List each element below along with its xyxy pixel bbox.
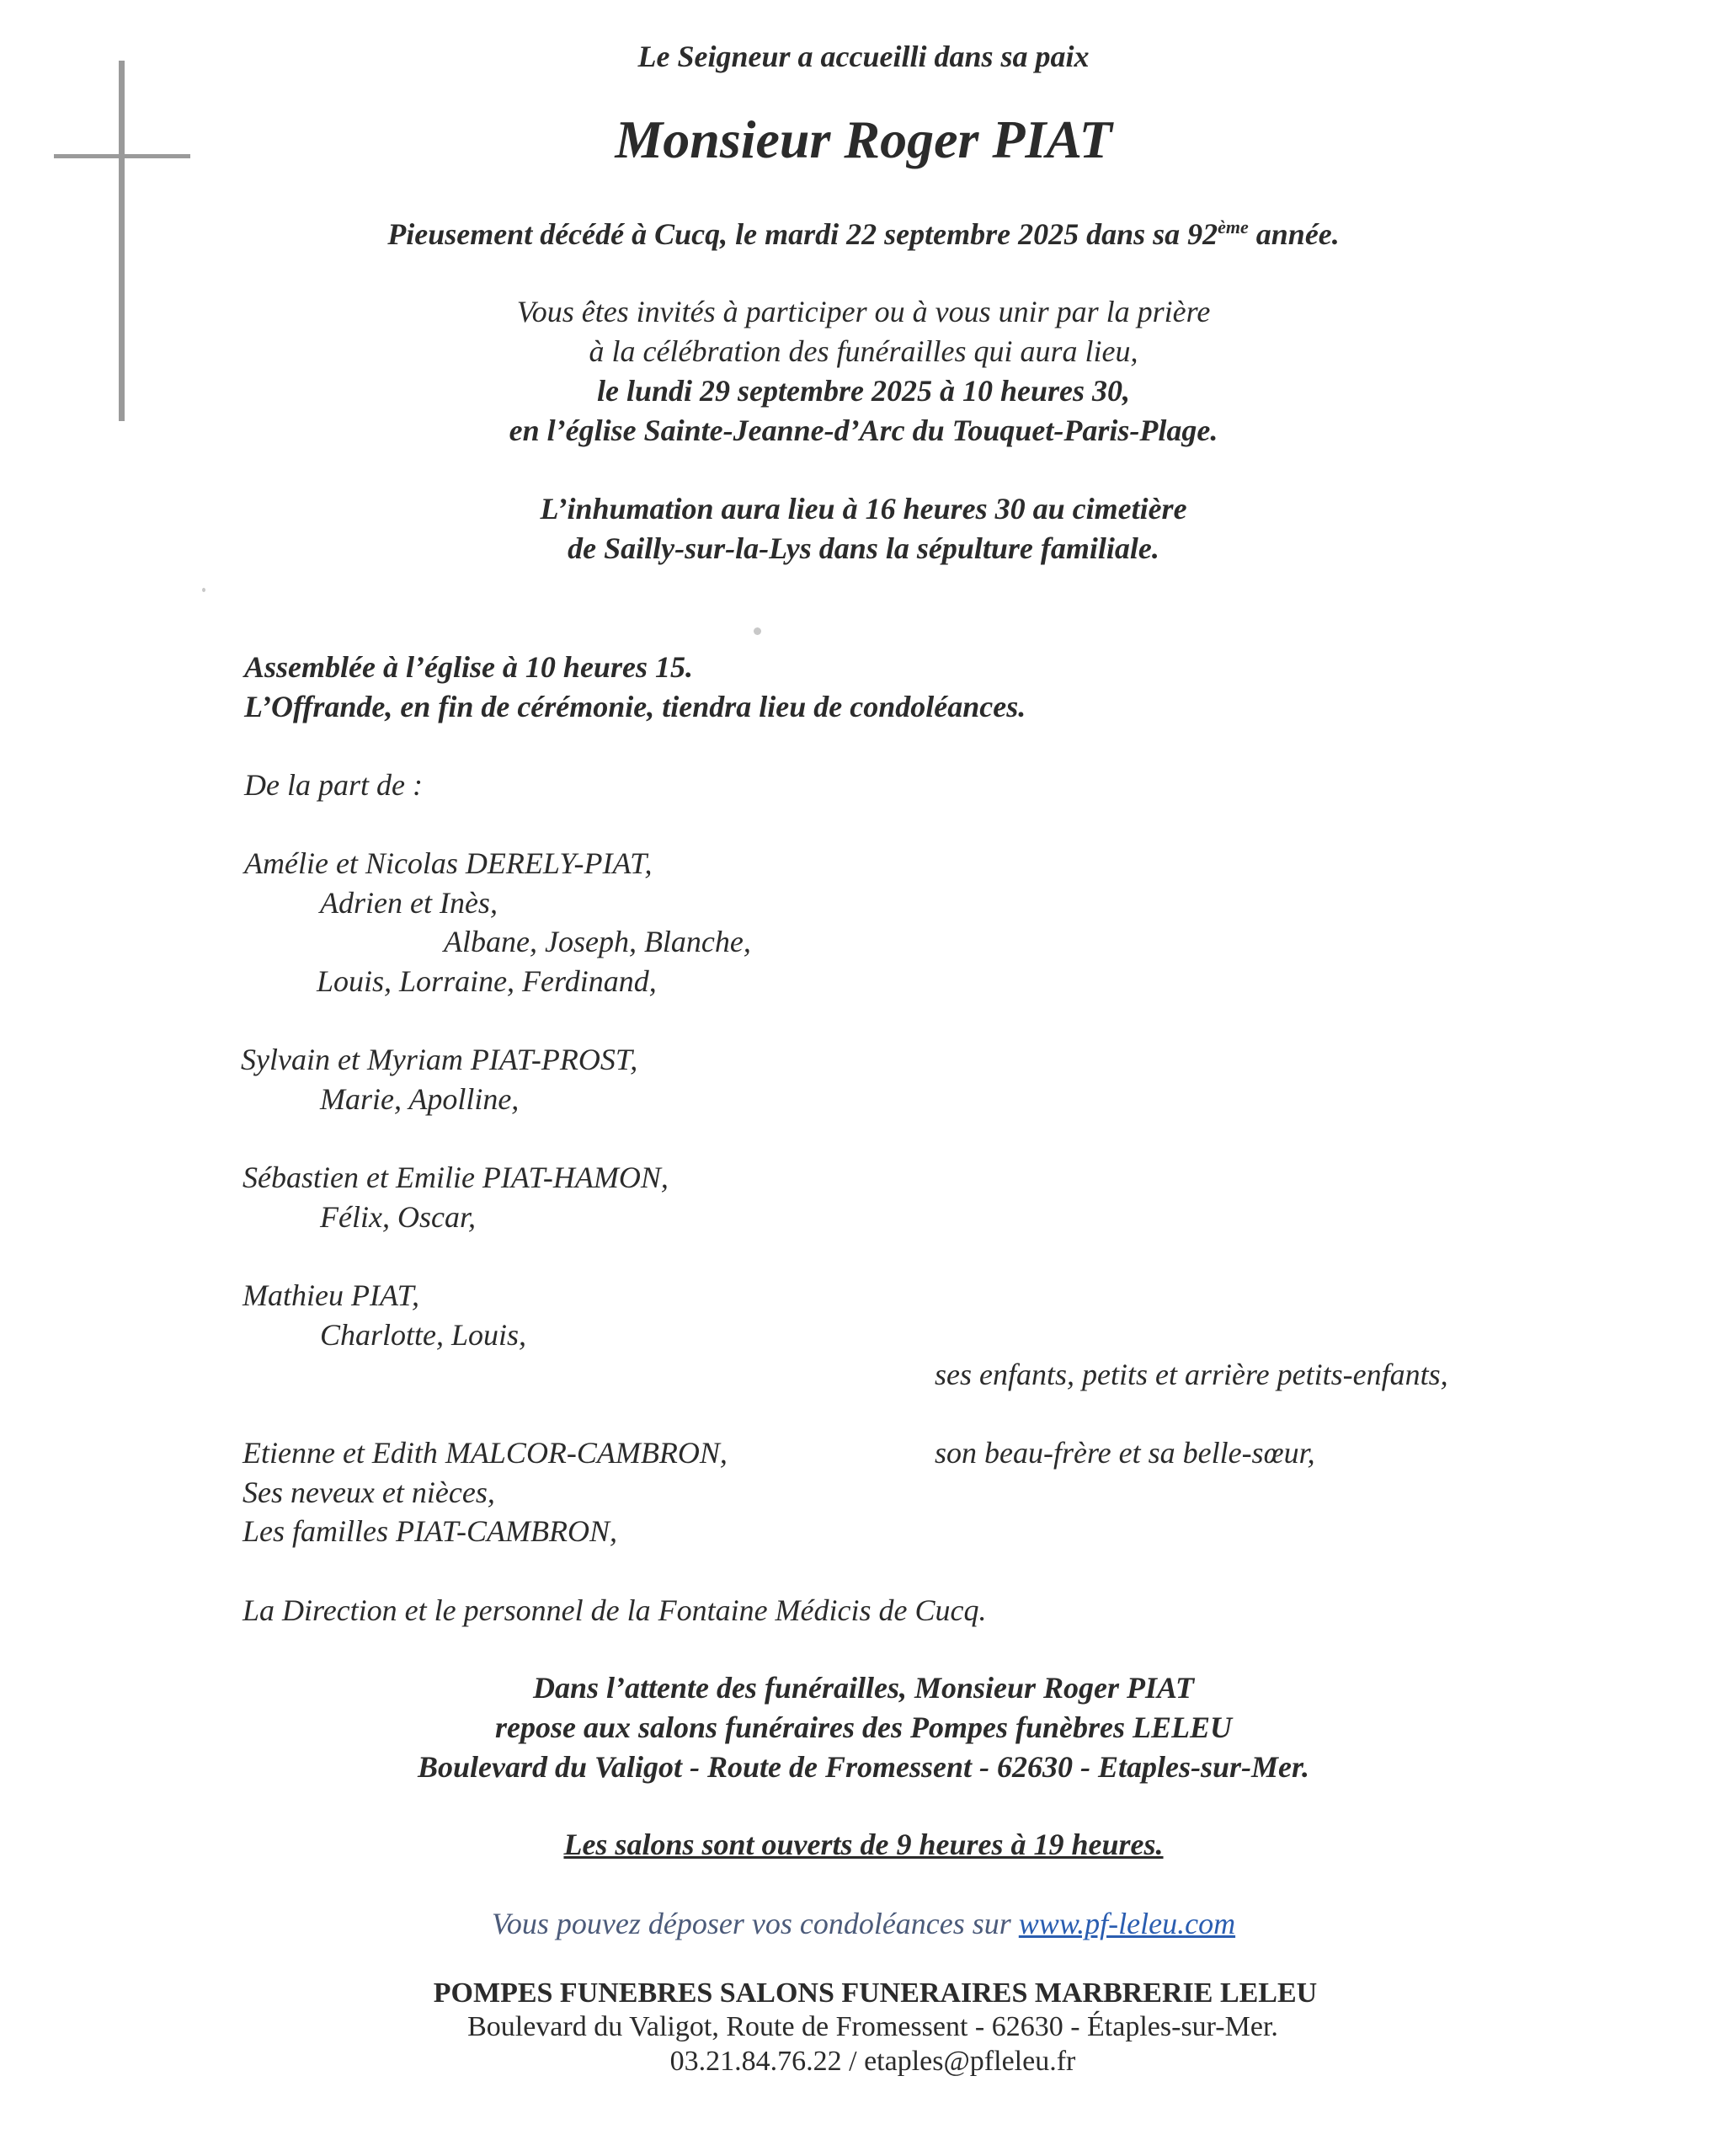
deces-line — [0, 216, 1727, 253]
family-line: Marie, Apolline, — [320, 1082, 520, 1116]
repose-line-1: Dans l’attente des funérailles, Monsieur Roger PIAT — [532, 1671, 1195, 1705]
deces-superscript: ème — [1218, 216, 1249, 237]
footer-address: Boulevard du Valigot, Route de Fromessent - 62630 - Étaples-sur-Mer. — [467, 2011, 1278, 2042]
deces-text-end: année. — [1248, 217, 1340, 251]
offrande-line: L’Offrande, en fin de cérémonie, tiendra lieu de condoléances. — [244, 690, 1026, 723]
family-line: Louis, Lorraine, Ferdinand, — [317, 964, 657, 998]
family-line: Sébastien et Emilie PIAT-HAMON, — [243, 1161, 669, 1194]
family-line: Les familles PIAT-CAMBRON, — [243, 1514, 617, 1548]
condoleances-line — [0, 1905, 1727, 1942]
invitation-line-1: Vous êtes invités à participer ou à vous unir par la prière — [516, 295, 1211, 328]
relation-inlaws: son beau-frère et sa belle-sœur, — [935, 1436, 1315, 1470]
assemblee-line: Assemblée à l’église à 10 heures 15. — [244, 650, 693, 684]
condoleances-text: Vous pouvez déposer vos condoléances sur — [491, 1907, 1019, 1940]
direction-line: La Direction et le personnel de la Fontaine Médicis de Cucq. — [243, 1593, 987, 1627]
family-line: Ses neveux et nièces, — [243, 1476, 495, 1509]
footer-contact: 03.21.84.76.22 / etaples@pfleleu.fr — [669, 2046, 1076, 2077]
family-line: Albane, Joseph, Blanche, — [444, 925, 751, 958]
invitation-date: le lundi 29 septembre 2025 à 10 heures 30, — [596, 374, 1130, 408]
relation-children: ses enfants, petits et arrière petits-enfants, — [935, 1358, 1448, 1391]
invitation-line-2: à la célébration des funérailles qui aura lieu, — [589, 334, 1138, 368]
scan-speck — [202, 588, 205, 592]
deceased-name: Monsieur Roger PIAT — [615, 109, 1112, 169]
intro-line: Le Seigneur a accueilli dans sa paix — [637, 40, 1090, 73]
family-line: Sylvain et Myriam PIAT-PROST, — [241, 1043, 638, 1076]
repose-line-2: repose aux salons funéraires des Pompes funèbres LELEU — [494, 1710, 1233, 1744]
invitation-church: en l’église Sainte-Jeanne-d’Arc du Touquet-Paris-Plage. — [509, 414, 1218, 447]
scan-speck — [754, 627, 761, 635]
inhumation-line-2: de Sailly-sur-la-Lys dans la sépulture familiale. — [568, 531, 1159, 565]
opening-hours — [0, 1826, 1727, 1863]
family-line: Félix, Oscar, — [320, 1200, 476, 1234]
opening-hours-text: Les salons sont ouverts de 9 heures à 19 heures. — [563, 1828, 1164, 1861]
deces-text: Pieusement décédé à Cucq, le mardi 22 septembre 2025 dans sa 92 — [387, 217, 1218, 251]
condoleances-link[interactable]: www.pf-leleu.com — [1018, 1907, 1236, 1940]
family-line: Adrien et Inès, — [320, 886, 498, 920]
family-line: Amélie et Nicolas DERELY-PIAT, — [244, 846, 653, 880]
family-line: Mathieu PIAT, — [243, 1278, 419, 1312]
inhumation-line-1: L’inhumation aura lieu à 16 heures 30 au cimetière — [540, 492, 1187, 526]
family-line: Charlotte, Louis, — [320, 1318, 527, 1352]
footer-company: POMPES FUNEBRES SALONS FUNERAIRES MARBRERIE LELEU — [433, 1977, 1318, 2009]
repose-line-3: Boulevard du Valigot - Route de Fromessent - 62630 - Etaples-sur-Mer. — [417, 1750, 1310, 1784]
de-la-part-label: De la part de : — [244, 768, 423, 802]
family-line: Etienne et Edith MALCOR-CAMBRON, — [243, 1436, 728, 1470]
